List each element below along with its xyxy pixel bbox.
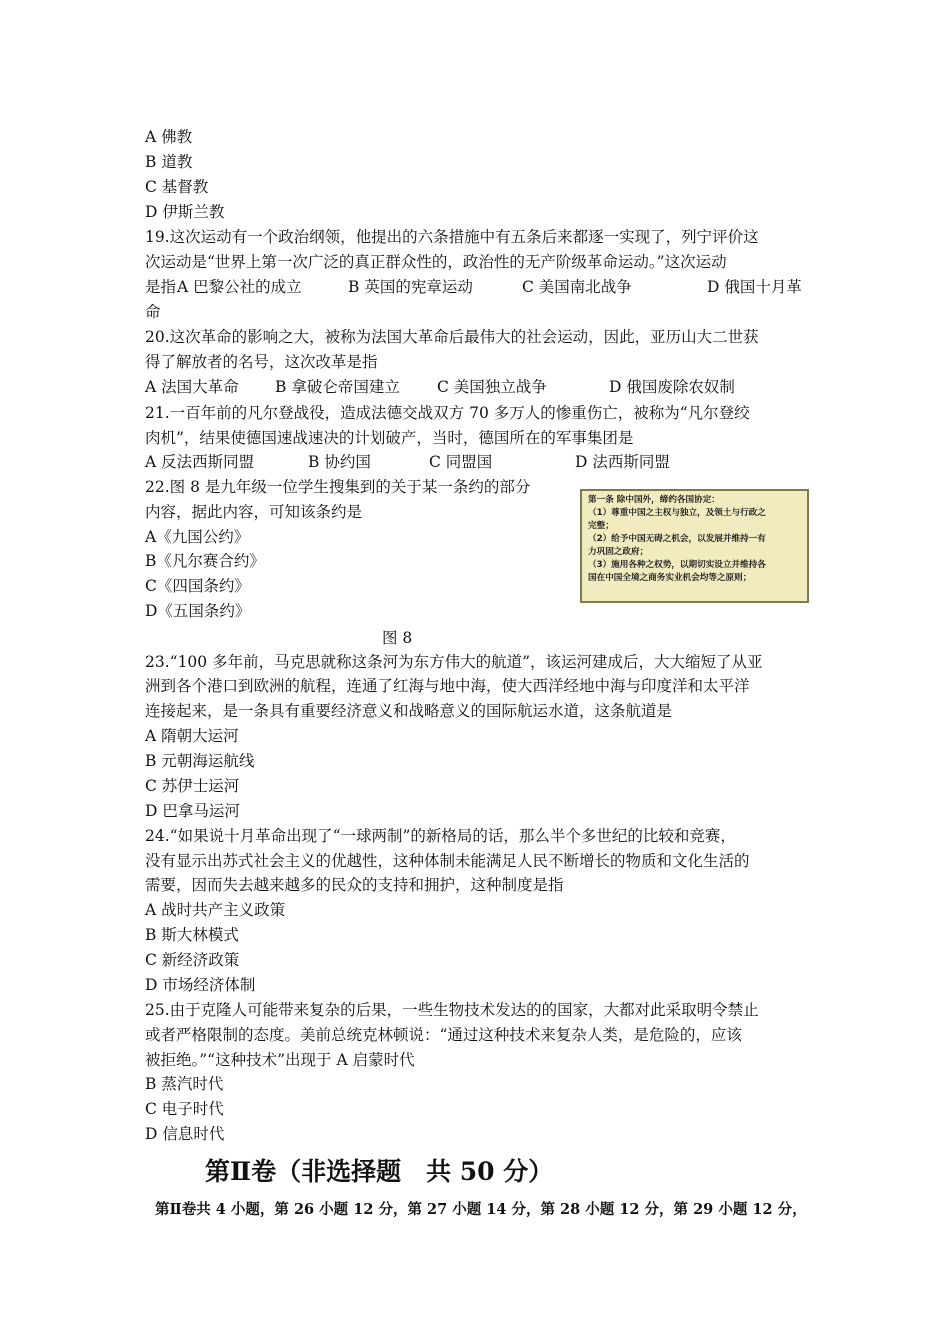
q24-option-d: D 市场经济体制: [145, 976, 256, 994]
q25-stem-line: 或者严格限制的态度。美前总统克林顿说：“通过这种技术来复杂人类，是危险的，应该: [145, 1026, 742, 1044]
q24-stem-line: 没有显示出苏式社会主义的优越性，这种体制未能满足人民不断增长的物质和文化生活的: [145, 852, 750, 870]
q20-option-c: C 美国独立战争: [437, 378, 547, 396]
q22-option-c: C《四国条约》: [145, 577, 250, 595]
q19-stem-line: 次运动是“世界上第一次广泛的真正群众性的，政治性的无产阶级革命运动。”这次运动: [145, 253, 727, 271]
figure-text-line: （3）施用各种之权势，以期切实设立并维持各: [588, 560, 766, 570]
q19-option-c: C 美国南北战争: [522, 278, 632, 296]
q25-option-c: C 电子时代: [145, 1100, 224, 1118]
figure-text-line: （1）尊重中国之主权与独立，及领土与行政之: [588, 508, 766, 518]
q18-option-d: D 伊斯兰教: [145, 203, 225, 221]
q23-option-c: C 苏伊士运河: [145, 777, 240, 795]
q18-option-b: B 道教: [145, 153, 193, 171]
section-description: 第Ⅱ卷共 4 小题，第 26 小题 12 分，第 27 小题 14 分，第 28 小题 12 分，第 29 小题 12 分，: [155, 1201, 807, 1218]
q21-option-d: D 法西斯同盟: [575, 453, 670, 471]
q19-stem-tail: 是指: [145, 278, 177, 296]
q23-stem-line: 连接起来，是一条具有重要经济意义和战略意义的国际航运水道，这条航道是: [145, 702, 673, 720]
figure-text-line: 第一条 除中国外，缔约各国协定：: [588, 495, 720, 505]
q25-stem-line: 25.由于克隆人可能带来复杂的后果，一些生物技术发达的的国家，大都对此采取明令禁止: [145, 1001, 759, 1019]
q19-stem-line: 19.这次运动有一个政治纲领，他提出的六条措施中有五条后来都逐一实现了，列宁评价这: [145, 228, 759, 246]
q19-option-d-wrap: 命: [145, 303, 161, 321]
q24-stem-line: 需要，因而失去越来越多的民众的支持和拥护，这种制度是指: [145, 876, 564, 894]
q18-option-a: A 佛教: [145, 128, 193, 146]
treaty-excerpt-figure: [580, 489, 809, 603]
q19-option-d: D 俄国十月革: [707, 278, 802, 296]
q23-stem-line: 洲到各个港口到欧洲的航程，连通了红海与地中海，使大西洋经地中海与印度洋和太平洋: [145, 677, 750, 695]
q22-stem-line: 22.图 8 是九年级一位学生搜集到的关于某一条约的部分: [145, 478, 531, 496]
q21-stem-line: 21.一百年前的凡尔登战役，造成法德交战双方 70 多万人的惨重伤亡，被称为“凡尔登绞: [145, 404, 750, 422]
q23-option-a: A 隋朝大运河: [145, 727, 239, 745]
q22-option-a: A《九国公约》: [145, 528, 250, 546]
q21-stem-line: 肉机”，结果使德国速战速决的计划破产，当时，德国所在的军事集团是: [145, 429, 634, 447]
q24-stem-line: 24.“如果说十月革命出现了“一球两制”的新格局的话，那么半个多世纪的比较和竞赛，: [145, 827, 736, 845]
q23-stem-line: 23.“100 多年前，马克思就称这条河为东方伟大的航道”，该运河建成后，大大缩短了从亚: [145, 653, 763, 671]
q21-option-a: A 反法西斯同盟: [145, 453, 255, 471]
q24-option-a: A 战时共产主义政策: [145, 901, 286, 919]
q20-stem-line: 得了解放者的名号，这次改革是指: [145, 353, 378, 371]
q19-option-a: A 巴黎公社的成立: [177, 278, 302, 296]
q25-stem-line: 被拒绝。”“这种技术”出现于 A 启蒙时代: [145, 1051, 415, 1069]
q20-option-a: A 法国大革命: [145, 378, 239, 396]
q23-option-b: B 元朝海运航线: [145, 752, 255, 770]
figure-caption: 图 8: [382, 629, 413, 647]
q23-option-d: D 巴拿马运河: [145, 802, 240, 820]
q19-option-b: B 英国的宪章运动: [348, 278, 473, 296]
q21-option-b: B 协约国: [308, 453, 371, 471]
figure-text-line: （2）给予中国无碍之机会，以发展并维持一有: [588, 534, 766, 544]
q22-option-b: B《凡尔赛合约》: [145, 552, 265, 570]
q20-option-d: D 俄国废除农奴制: [609, 378, 735, 396]
q18-option-c: C 基督教: [145, 178, 209, 196]
q22-option-d: D《五国条约》: [145, 602, 251, 620]
q25-option-b: B 蒸汽时代: [145, 1075, 224, 1093]
q21-option-c: C 同盟国: [429, 453, 493, 471]
q25-option-d: D 信息时代: [145, 1125, 225, 1143]
q24-option-b: B 斯大林模式: [145, 926, 239, 944]
figure-text-line: 国在中国全境之商务实业机会均等之原则；: [588, 573, 752, 583]
q20-stem-line: 20.这次革命的影响之大，被称为法国大革命后最伟大的社会运动，因此，亚历山大二世获: [145, 328, 759, 346]
q22-stem-line: 内容，据此内容，可知该条约是: [145, 503, 363, 521]
q20-option-b: B 拿破仑帝国建立: [275, 378, 400, 396]
figure-text-line: 力巩固之政府；: [588, 547, 649, 557]
section-title: 第Ⅱ卷（非选择题 共 50 分）: [205, 1157, 554, 1186]
q24-option-c: C 新经济政策: [145, 951, 240, 969]
figure-text-line: 完整；: [588, 521, 614, 531]
